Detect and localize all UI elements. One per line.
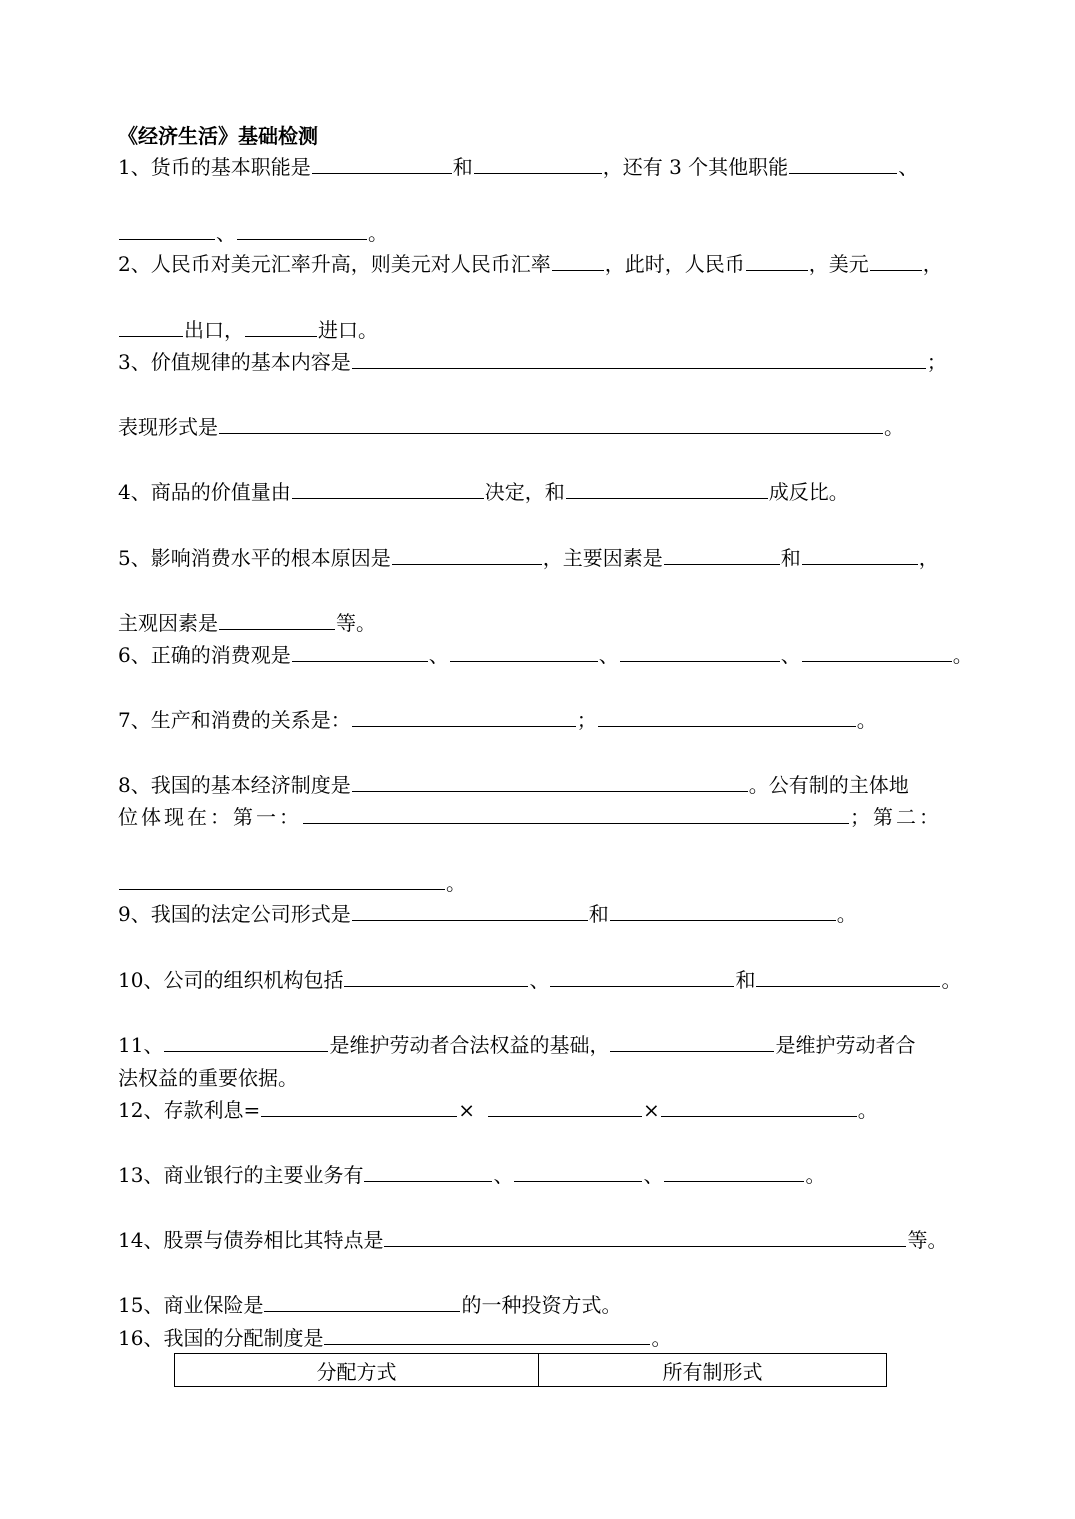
q10-text-b: 、: [529, 968, 550, 992]
q9-blank-1[interactable]: [352, 900, 588, 921]
q5-text-f: 等。: [336, 611, 376, 635]
question-7: [118, 706, 877, 734]
q12-blank-1[interactable]: [261, 1096, 457, 1117]
question-11-line-1: [118, 1031, 915, 1059]
q14-text-b: 等。: [907, 1228, 948, 1252]
q9-text-a: 9、我国的法定公司形式是: [118, 902, 351, 926]
q6-sep-3: 、: [780, 643, 801, 667]
q13-blank-2[interactable]: [514, 1161, 642, 1182]
q7-text-a: 7、生产和消费的关系是：: [118, 708, 351, 732]
q4-blank-2[interactable]: [566, 478, 768, 499]
question-3-line-2: [118, 413, 904, 441]
q10-text-a: 10、公司的组织机构包括: [118, 968, 344, 992]
question-15: [118, 1291, 621, 1319]
q12-blank-3[interactable]: [661, 1096, 857, 1117]
q2-text-c: ，美元: [808, 252, 869, 276]
q5-blank-4[interactable]: [219, 609, 335, 630]
q8-text-e: 。: [446, 871, 466, 895]
q7-text-c: 。: [856, 708, 877, 732]
q5-text-b: ，主要因素是: [542, 546, 663, 570]
question-6: [118, 641, 973, 669]
q1-text-f: 。: [368, 221, 388, 245]
q15-text-a: 15、商业保险是: [118, 1293, 264, 1317]
q1-blank-4[interactable]: [119, 219, 215, 240]
question-1-line-1: [118, 153, 918, 181]
question-5-line-1: [118, 544, 939, 572]
q3-text-c: 表现形式是: [118, 415, 218, 439]
q2-text-f: 进口。: [318, 318, 378, 342]
q11-text-b: 是维护劳动者合法权益的基础，: [329, 1033, 610, 1057]
q10-blank-3[interactable]: [756, 966, 940, 987]
q5-text-a: 5、影响消费水平的根本原因是: [118, 546, 391, 570]
q1-text-d: 、: [898, 155, 919, 179]
question-1-line-2: [118, 219, 388, 247]
q2-blank-2[interactable]: [746, 250, 808, 271]
q13-text-d: 。: [805, 1163, 826, 1187]
q15-text-b: 的一种投资方式。: [461, 1293, 622, 1317]
q1-text-c: ，还有 3 个其他职能: [602, 155, 789, 179]
table-header-row: [175, 1354, 887, 1387]
q16-text-b: 。: [651, 1326, 672, 1350]
question-5-line-2: [118, 609, 376, 637]
q9-text-c: 。: [836, 902, 857, 926]
q11-text-a: 11、: [118, 1033, 164, 1057]
q2-text-a: 2、人民币对美元汇率升高，则美元对人民币汇率: [118, 252, 551, 276]
q2-text-d: ，: [922, 252, 943, 276]
question-10: [118, 966, 961, 994]
q7-blank-2[interactable]: [598, 706, 856, 727]
q6-text-a: 6、正确的消费观是: [118, 643, 291, 667]
page-title: 《经济生活》基础检测: [118, 124, 318, 148]
q13-text-a: 13、商业银行的主要业务有: [118, 1163, 364, 1187]
q13-text-c: 、: [643, 1163, 664, 1187]
q1-blank-1[interactable]: [312, 153, 452, 174]
q8-blank-2[interactable]: [303, 803, 849, 824]
question-11-line-2: [118, 1064, 298, 1092]
q5-blank-3[interactable]: [802, 544, 918, 565]
q5-text-c: 和: [780, 546, 801, 570]
q10-text-c: 和: [735, 968, 756, 992]
q4-text-c: 成反比。: [768, 480, 849, 504]
q7-text-b: ；: [576, 708, 597, 732]
q1-blank-5[interactable]: [237, 219, 367, 240]
q12-text-b: ×: [458, 1098, 475, 1122]
question-8-line-1: [118, 771, 909, 799]
q5-blank-2[interactable]: [664, 544, 780, 565]
q11-blank-2[interactable]: [610, 1031, 774, 1052]
q10-blank-2[interactable]: [550, 966, 734, 987]
q1-text-e: 、: [216, 221, 236, 245]
q1-blank-3[interactable]: [789, 153, 897, 174]
q10-blank-1[interactable]: [344, 966, 528, 987]
question-2-line-2: [118, 316, 378, 344]
q1-text-a: 1、货币的基本职能是: [118, 155, 311, 179]
q6-sep-1: 、: [428, 643, 449, 667]
question-13: [118, 1161, 825, 1189]
q2-blank-1[interactable]: [552, 250, 604, 271]
q6-blank-2[interactable]: [450, 641, 598, 662]
q8-text-d: ；第二：: [850, 805, 942, 829]
question-12: [118, 1096, 878, 1124]
q12-text-c: ×: [642, 1098, 660, 1122]
q2-blank-3[interactable]: [870, 250, 922, 271]
q2-blank-5[interactable]: [245, 316, 317, 337]
q13-blank-1[interactable]: [364, 1161, 492, 1182]
q2-blank-4[interactable]: [119, 316, 183, 337]
q14-text-a: 14、股票与债券相比其特点是: [118, 1228, 384, 1252]
q14-blank-1[interactable]: [384, 1226, 906, 1247]
q13-blank-3[interactable]: [664, 1161, 804, 1182]
question-8-line-2: [118, 803, 942, 831]
q8-text-c: 位体现在：第一：: [118, 805, 302, 829]
q6-blank-1[interactable]: [292, 641, 428, 662]
q6-sep-2: 、: [598, 643, 619, 667]
question-9: [118, 900, 857, 928]
q11-blank-1[interactable]: [164, 1031, 328, 1052]
q12-text-a: 12、存款利息=: [118, 1098, 261, 1122]
q11-text-c: 是维护劳动者合: [775, 1033, 916, 1057]
question-8-line-3: [118, 869, 466, 897]
q8-text-a: 8、我国的基本经济制度是: [118, 773, 351, 797]
q16-text-a: 16、我国的分配制度是: [118, 1326, 324, 1350]
q5-text-d: ，: [918, 546, 939, 570]
q7-blank-1[interactable]: [352, 706, 576, 727]
q4-text-b: 决定，和: [484, 480, 565, 504]
q8-blank-1[interactable]: [352, 771, 748, 792]
question-4: [118, 478, 849, 506]
q12-blank-2[interactable]: [488, 1096, 642, 1117]
q6-blank-4[interactable]: [802, 641, 952, 662]
question-14: [118, 1226, 947, 1254]
distribution-table: [174, 1353, 887, 1387]
q9-text-b: 和: [588, 902, 609, 926]
q3-text-d: 。: [884, 415, 904, 439]
q2-text-e: 出口，: [184, 318, 244, 342]
q1-text-b: 和: [452, 155, 473, 179]
q3-blank-1[interactable]: [352, 348, 926, 369]
q8-text-b: 。公有制的主体地: [748, 773, 909, 797]
table-header-distribution: 分配方式: [175, 1354, 539, 1387]
q5-blank-1[interactable]: [392, 544, 542, 565]
q1-blank-2[interactable]: [474, 153, 602, 174]
question-3-line-1: [118, 348, 947, 376]
table-header-ownership: 所有制形式: [539, 1354, 887, 1387]
q6-end: 。: [952, 643, 973, 667]
q3-text-a: 3、价值规律的基本内容是: [118, 350, 351, 374]
q6-blank-3[interactable]: [620, 641, 780, 662]
q15-blank-1[interactable]: [264, 1291, 460, 1312]
question-16: [118, 1324, 671, 1352]
q3-text-b: ；: [926, 350, 947, 374]
q16-blank-1[interactable]: [324, 1324, 650, 1345]
q10-text-d: 。: [941, 968, 962, 992]
q4-text-a: 4、商品的价值量由: [118, 480, 291, 504]
q13-text-b: 、: [493, 1163, 514, 1187]
q2-text-b: ，此时，人民币: [604, 252, 745, 276]
q8-blank-3[interactable]: [119, 869, 445, 890]
q12-text-d: 。: [857, 1098, 878, 1122]
q3-blank-2[interactable]: [219, 413, 883, 434]
q9-blank-2[interactable]: [610, 900, 836, 921]
q11-text-d: 法权益的重要依据。: [118, 1066, 298, 1090]
question-2-line-1: [118, 250, 943, 278]
q4-blank-1[interactable]: [292, 478, 484, 499]
q5-text-e: 主观因素是: [118, 611, 218, 635]
